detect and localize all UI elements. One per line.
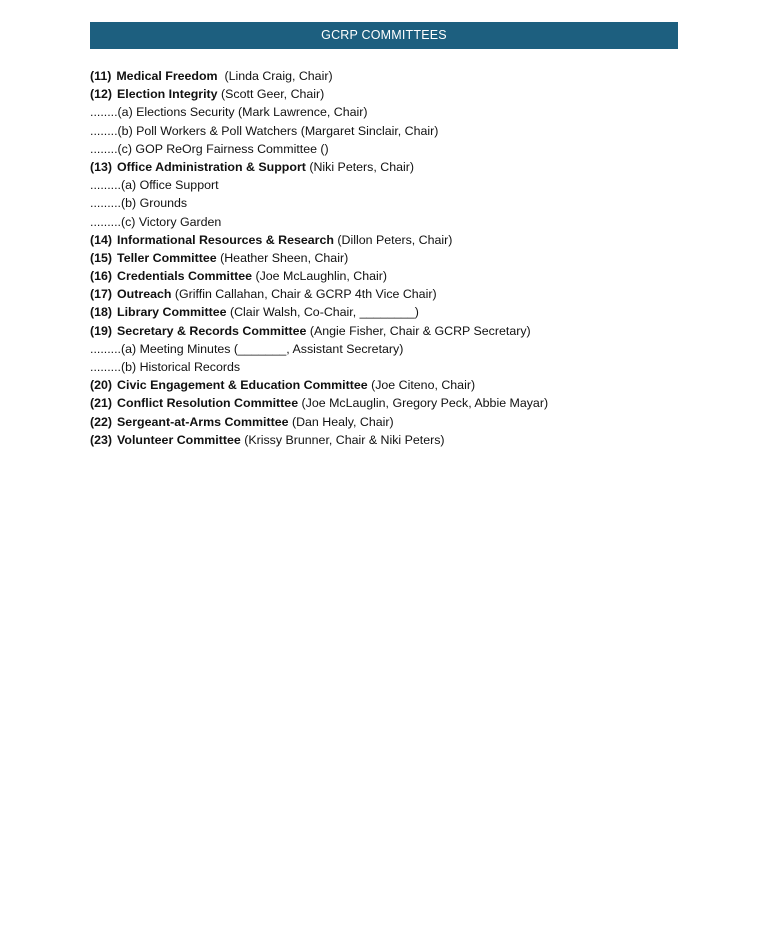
item-number: (18) (90, 305, 113, 320)
item-detail: (Griffin Callahan, Chair & GCRP 4th Vice Chair) (171, 287, 437, 302)
item-leader: ......... (90, 341, 121, 356)
item-leader: ......... (90, 196, 121, 211)
item-text: (c) GOP ReOrg Fairness Committee () (117, 141, 329, 156)
item-number: (20) (90, 378, 113, 393)
list-subitem (90, 176, 690, 194)
item-detail: (Linda Craig, Chair) (217, 69, 333, 83)
list-item (90, 249, 690, 267)
list-item (90, 285, 690, 303)
item-number: (13) (90, 159, 113, 174)
list-subitem (90, 213, 690, 231)
item-detail: (Joe McLaughlin, Chair) (252, 269, 387, 284)
list-item (90, 267, 690, 285)
item-number: (15) (90, 250, 113, 265)
list-subitem (90, 140, 690, 158)
list-item (90, 158, 690, 176)
list-item (90, 85, 690, 103)
item-number: (23) (90, 432, 113, 447)
item-title: Library Committee (117, 305, 227, 320)
item-leader: ........ (90, 105, 118, 120)
item-text: (c) Victory Garden (120, 214, 222, 229)
item-text: (a) Office Support (120, 178, 219, 193)
item-title: Volunteer Committee (117, 432, 241, 447)
list-item (90, 413, 690, 431)
item-title: Secretary & Records Committee (117, 323, 307, 338)
item-number: (11) (90, 69, 112, 83)
list-subitem (90, 340, 690, 358)
item-number: (17) (90, 287, 113, 302)
item-text: (a) Elections Security (Mark Lawrence, Chair) (117, 105, 368, 120)
item-title: Outreach (117, 287, 172, 302)
list-item (90, 303, 690, 321)
item-detail: (Heather Sheen, Chair) (216, 250, 349, 265)
item-title: Teller Committee (117, 250, 217, 265)
list-item (90, 394, 690, 412)
item-detail: (Joe McLauglin, Gregory Peck, Abbie Mayar) (298, 396, 549, 411)
item-detail: (Clair Walsh, Co-Chair, ________) (226, 305, 419, 320)
item-title: Informational Resources & Research (117, 232, 334, 247)
item-text: (b) Poll Workers & Poll Watchers (Margaret Sinclair, Chair) (117, 123, 439, 138)
item-number: (21) (90, 396, 113, 411)
list-item (90, 231, 690, 249)
item-number: (22) (90, 414, 113, 429)
item-detail: (Krissy Brunner, Chair & Niki Peters) (240, 432, 445, 447)
item-leader: ......... (90, 214, 121, 229)
item-detail: (Dillon Peters, Chair) (333, 232, 453, 247)
item-leader: ........ (90, 141, 118, 156)
item-detail: (Dan Healy, Chair) (288, 414, 394, 429)
item-title: Medical Freedom (116, 69, 218, 83)
item-leader: ......... (90, 360, 121, 374)
item-number: (12) (90, 87, 113, 102)
list-item (90, 322, 690, 340)
item-text: (b) Historical Records (120, 360, 241, 374)
item-leader: ......... (90, 178, 121, 193)
item-title: Sergeant-at-Arms Committee (117, 414, 289, 429)
item-text: (a) Meeting Minutes (_______, Assistant Secretary) (120, 341, 404, 356)
item-detail: (Scott Geer, Chair) (217, 87, 325, 102)
list-subitem (90, 122, 690, 140)
item-detail: (Angie Fisher, Chair & GCRP Secretary) (306, 323, 531, 338)
item-title: Civic Engagement & Education Committee (117, 378, 368, 393)
list-subitem (90, 194, 690, 212)
list-subitem (90, 103, 690, 121)
page-title: GCRP COMMITTEES (90, 22, 678, 49)
list-item (90, 376, 690, 394)
item-title: Conflict Resolution Committee (117, 396, 299, 411)
item-title: Election Integrity (117, 87, 218, 102)
item-title: Office Administration & Support (117, 159, 306, 174)
item-number: (16) (90, 269, 113, 284)
list-item (90, 67, 690, 85)
item-title: Credentials Committee (117, 269, 253, 284)
item-detail: (Niki Peters, Chair) (305, 159, 414, 174)
item-leader: ........ (90, 123, 118, 138)
item-detail: (Joe Citeno, Chair) (367, 378, 476, 393)
item-number: (19) (90, 323, 113, 338)
list-subitem (90, 358, 690, 376)
item-number: (14) (90, 232, 113, 247)
committee-list (90, 67, 690, 449)
item-text: (b) Grounds (120, 196, 188, 211)
list-item (90, 431, 690, 449)
